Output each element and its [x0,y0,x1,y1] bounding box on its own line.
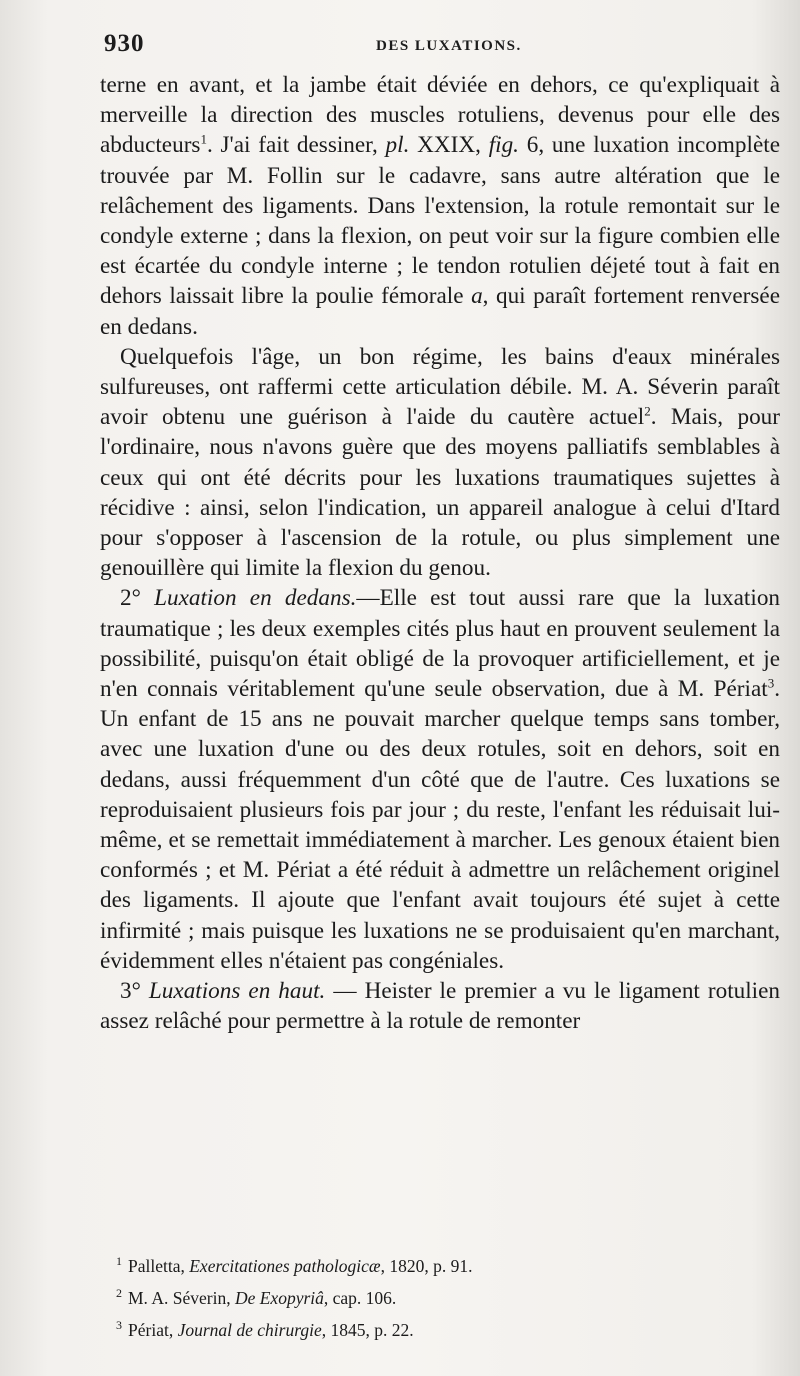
paragraph-4: 3° Luxations en haut. — Heister le premier a vu le ligament rotulien assez relâché pour permettre à la rotule de remonter [100,978,781,1035]
footnotes [104,1248,774,1343]
body-text [100,70,780,1037]
paragraph-3: 2° Luxation en dedans.—Elle est tout aussi rare que la luxation traumatique ; les deux exemples cités plus haut en prouvent seulement la possibilité, puisqu'on était obligé de la provoquer artificiellement, et je n'en connais véritablement qu'une seule observation, due à M. Périat$^3$. Un enfant de 15 ans ne pouvait marcher quelque temps sans tomber, avec une luxation d'une ou des deux rotules, soit en dehors, soit en dedans, aussi fréquemment d'un côté que de l'autre. Ces luxations se reproduisaient plusieurs fois par jour ; du reste, l'enfant les réduisait lui-même, et se remettait immédiatement à marcher. Les genoux étaient bien conformés ; et M. Périat a été réduit à admettre un relâchement originel des ligaments. Il ajoute que l'enfant avait toujours été sujet à cette infirmité ; mais puisque les luxations ne se produisaient qu'en marchant, évidemment elles n'étaient pas congéniales. [100,585,781,974]
footnote-ref-3: 3 [767,675,775,691]
section-title: Luxation en dedans. [154,585,357,612]
footnote-ref-2: 2 [644,403,651,419]
running-title: DES LUXATIONS. [376,38,522,54]
footnote: $^1$ Palletta, Exercitationes pathologicæ, 1820, p. 91. [116,1254,473,1276]
footnote: $^2$ M. A. Séverin, De Exopyriâ, cap. 106. [116,1285,397,1308]
paragraph-1: terne en avant, et la jambe était déviée en dehors, ce qu'expliquait à merveille la direction des muscles rotuliens, devenus pour elle des abducteurs$^1$. J'ai fait dessiner, pl. XXIX, fig. 6, une luxation incomplète trouvée par M. Follin sur le cadavre, sans autre altération que le relâchement des ligaments. Dans l'extension, la rotule remontait sur le condyle externe ; dans la flexion, on peut voir sur la figure combien elle est écartée du condyle interne ; le tendon rotulien déjeté tout à fait en dehors laissait libre la poulie fémorale a, qui paraît fortement renversée en dedans. [100,72,780,340]
footnote: $^3$ Périat, Journal de chirurgie, 1845, p. 22. [116,1317,414,1340]
paragraph-2: Quelquefois l'âge, un bon régime, les bains d'eaux minérales sulfureuses, ont raffermi cette articulation débile. M. A. Séverin paraît avoir obtenu une guérison à l'aide du cautère actuel$^2$. Mais, pour l'ordinaire, nous n'avons guère que des moyens palliatifs semblables à ceux qui ont été décrits pour les luxations traumatiques sujettes à récidive : ainsi, selon l'indication, un appareil analogue à celui d'Itard pour s'opposer à l'ascension de la rotule, ou plus simplement une genouillère qui limite la flexion du genou. [100,343,780,582]
footnote-ref-1: 1 [200,131,207,147]
page-header [104,30,784,64]
section-number: 3° [120,978,141,1005]
section-title: Luxations en haut. [148,978,326,1005]
section-number: 2° [120,585,141,612]
page-number: 930 [104,30,145,57]
